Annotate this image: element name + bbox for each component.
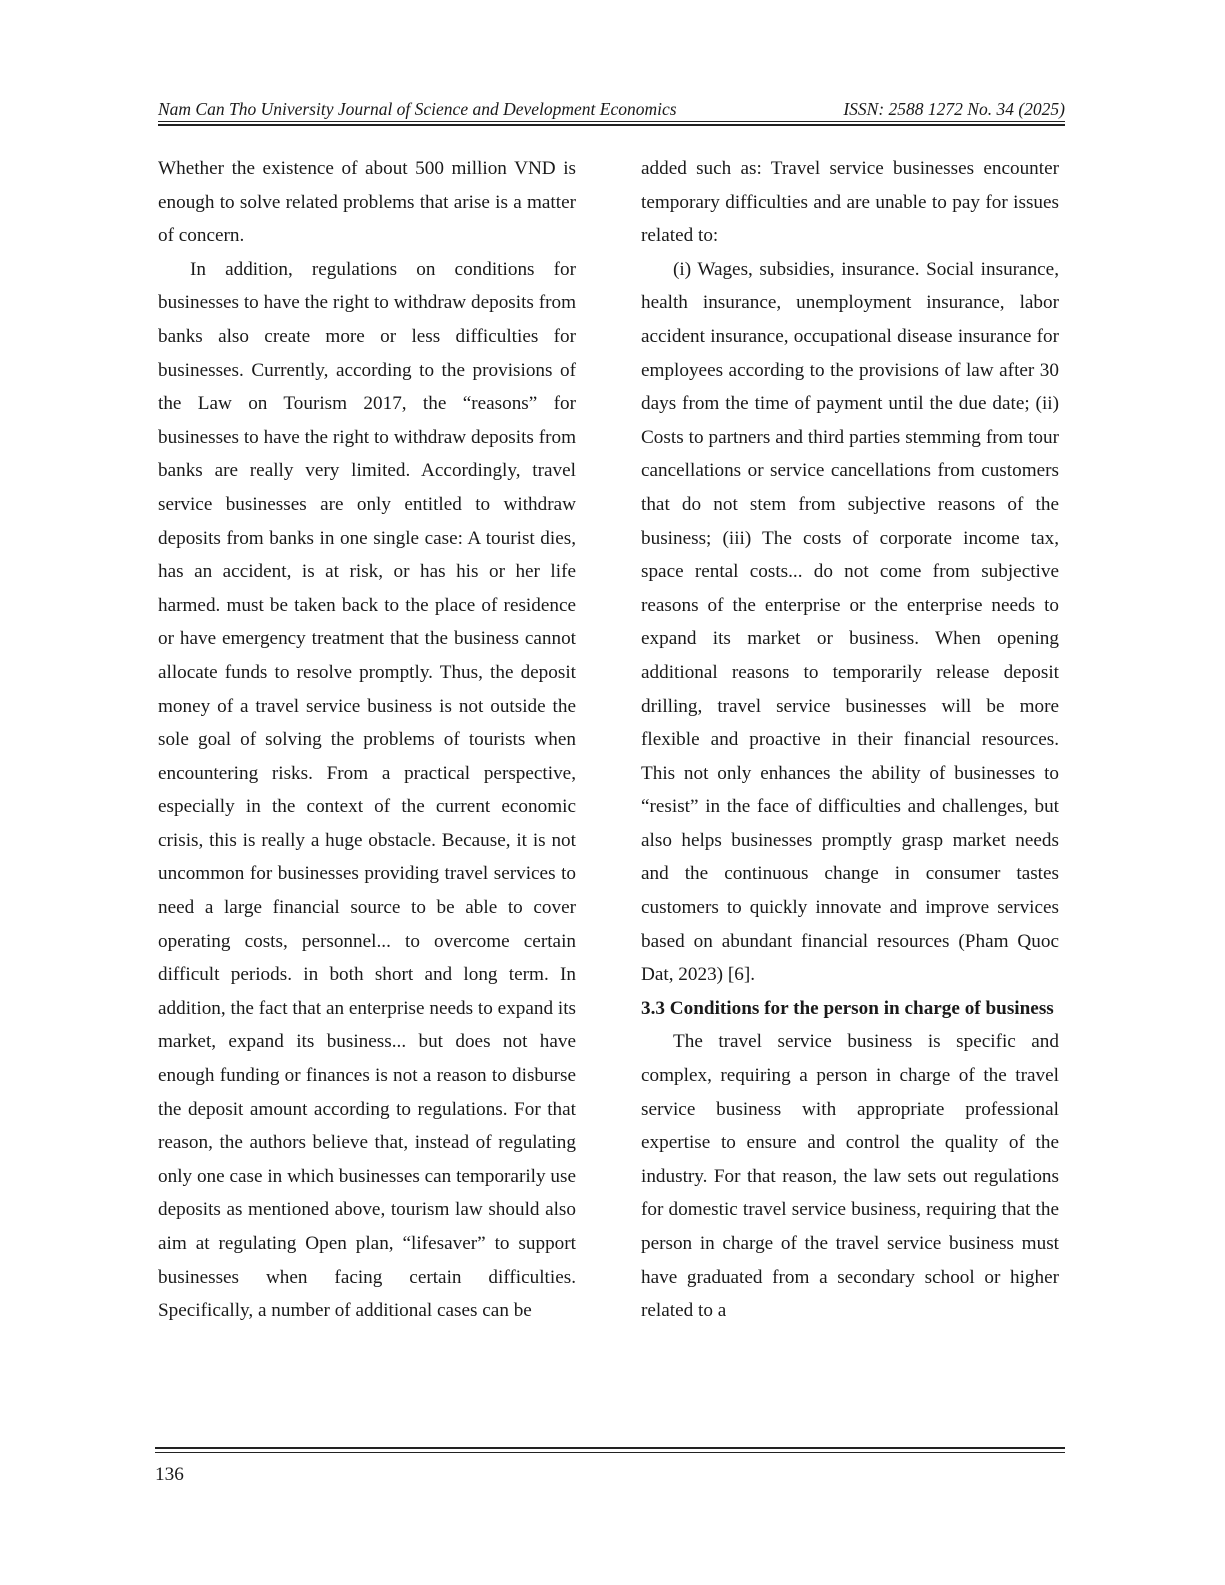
right-column: [641, 152, 1059, 1328]
paragraph: In addition, regulations on conditions for businesses to have the right to withdraw deposits from banks also create more or less difficulties for businesses. Currently, according to the provisions of the Law on Tourism 2017, the “reasons” for businesses to have the right to withdraw deposits from banks are really very limited. Accordingly, travel service businesses are only entitled to withdraw deposits from banks in one single case: A tourist dies, has an accident, is at risk, or has his or her life harmed. must be taken back to the place of residence or have emergency treatment that the business cannot allocate funds to resolve promptly. Thus, the deposit money of a travel service business is not outside the sole goal of solving the problems of tourists when encountering risks. From a practical perspective, especially in the context of the current economic crisis, this is really a huge obstacle. Because, it is not uncommon for businesses providing travel services to need a large financial source to be able to cover operating costs, personnel... to overcome certain difficult periods. in both short and long term. In addition, the fact that an enterprise needs to expand its market, expand its business... but does not have enough funding or finances is not a reason to disburse the deposit amount according to regulations. For that reason, the authors believe that, instead of regulating only one case in which businesses can temporarily use deposits as mentioned above, tourism law should also aim at regulating Open plan, “lifesaver” to support businesses when facing certain difficulties. Specifically, a number of additional cases can be: [158, 258, 576, 1322]
page-number: 136: [155, 1464, 184, 1485]
journal-title: Nam Can Tho University Journal of Science and Development Economics: [158, 99, 677, 119]
issn-issue: ISSN: 2588 1272 No. 34 (2025): [843, 99, 1065, 119]
paragraph: added such as: Travel service businesses encounter temporary difficulties and are unable to pay for issues related to:: [641, 158, 1059, 247]
left-column: [158, 152, 576, 1328]
running-header: [158, 97, 1065, 121]
header-rule-thin: [158, 121, 1065, 122]
footer-rule-thin: [155, 1452, 1065, 1453]
paragraph: (i) Wages, subsidies, insurance. Social insurance, health insurance, unemployment insurance, labor accident insurance, occupational disease insurance for employees according to the provisions of law after 30 days from the time of payment until the due date; (ii) Costs to partners and third parties stemming from tour cancellations or service cancellations from customers that do not stem from subjective reasons of the business; (iii) The costs of corporate income tax, space rental costs... do not come from subjective reasons of the enterprise or the enterprise needs to expand its market or business. When opening additional reasons to temporarily release deposit drilling, travel service businesses will be more flexible and proactive in their financial resources. This not only enhances the ability of businesses to “resist” in the face of difficulties and challenges, but also helps businesses promptly grasp market needs and the continuous change in consumer tastes customers to quickly innovate and improve services based on abundant financial resources (Pham Quoc Dat, 2023) [6].: [641, 258, 1059, 986]
footer-rule-thick: [155, 1447, 1065, 1449]
paragraph: Whether the existence of about 500 million VND is enough to solve related problems that arise is a matter of concern.: [158, 158, 576, 247]
header-rule-thick: [158, 124, 1065, 126]
paragraph: The travel service business is specific and complex, requiring a person in charge of the travel service business with appropriate professional expertise to ensure and control the quality of the industry. For that reason, the law sets out regulations for domestic travel service business, requiring that the person in charge of the travel service business must have graduated from a secondary school or higher related to a: [641, 1031, 1059, 1322]
section-heading: 3.3 Conditions for the person in charge of business: [641, 997, 1054, 1019]
